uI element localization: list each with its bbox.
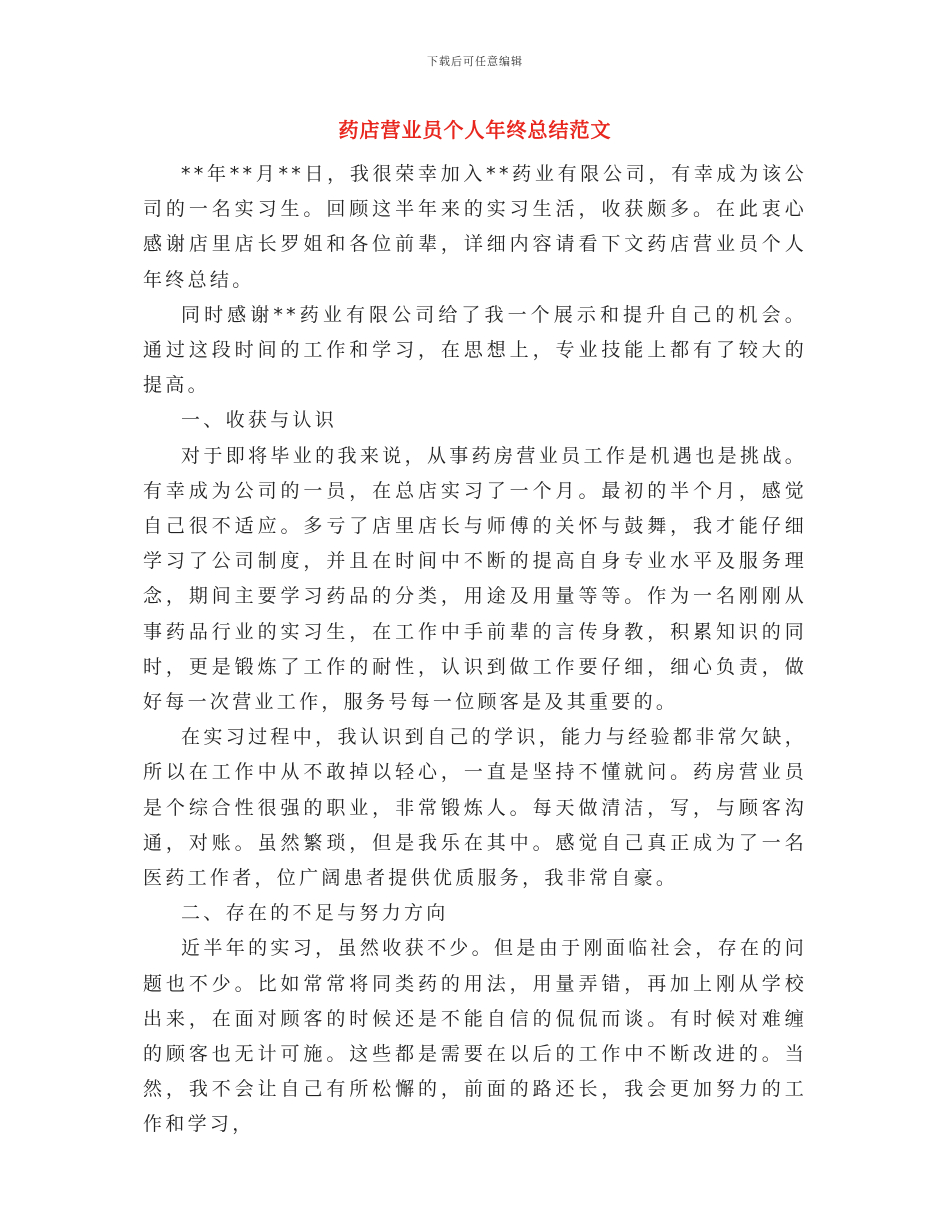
paragraph-intro: **年**月**日，我很荣幸加入**药业有限公司，有幸成为该公司的一名实习生。回顾这半年来的实习生活，收获颇多。在此衷心感谢店里店长罗姐和各位前辈，详细内容请看下文药店营业员个人年终总结。 — [143, 163, 807, 291]
header-note: 下载后可任意编辑 — [427, 55, 523, 68]
paragraph-shortcomings: 近半年的实习，虽然收获不少。但是由于刚面临社会，存在的问题也不少。比如常常将同类药的用法，用量弄错，再加上刚从学校出来，在面对顾客的时候还是不能自信的侃侃而谈。有时候对难缠的顾客也无计可施。这些都是需要在以后的工作中不断改进的。当然，我不会让自己有所松懈的，前面的路还长，我会更加努力的工作和学习， — [143, 937, 807, 1136]
paragraph-gains: 对于即将毕业的我来说，从事药房营业员工作是机遇也是挑战。有幸成为公司的一员，在总店实习了一个月。最初的半个月，感觉自己很不适应。多亏了店里店长与师傅的关怀与鼓舞，我才能仔细学习了公司制度，并且在时间中不断的提高自身专业水平及服务理念，期间主要学习药品的分类，用途及用量等等。作为一名刚刚从事药品行业的实习生，在工作中手前辈的言传身教，积累知识的同时，更是锻炼了工作的耐性，认识到做工作要仔细，细心负责，做好每一次营业工作，服务号每一位顾客是及其重要的。 — [143, 444, 807, 714]
section-heading-shortcomings: 二、存在的不足与努力方向 — [181, 902, 449, 925]
document-body — [143, 157, 807, 1143]
section-heading-gains: 一、收获与认识 — [181, 409, 338, 432]
document-title: 药店营业员个人年终总结范文 — [338, 118, 612, 142]
paragraph-thanks: 同时感谢**药业有限公司给了我一个展示和提升自己的机会。通过这段时间的工作和学习，在思想上，专业技能上都有了较大的提高。 — [143, 303, 807, 397]
paragraph-practice: 在实习过程中，我认识到自己的学识，能力与经验都非常欠缺，所以在工作中从不敢掉以轻心，一直是坚持不懂就问。药房营业员是个综合性很强的职业，非常锻炼人。每天做清洁，写，与顾客沟通，对账。虽然繁琐，但是我乐在其中。感觉自己真正成为了一名医药工作者，位广阔患者提供优质服务，我非常自豪。 — [143, 726, 807, 890]
